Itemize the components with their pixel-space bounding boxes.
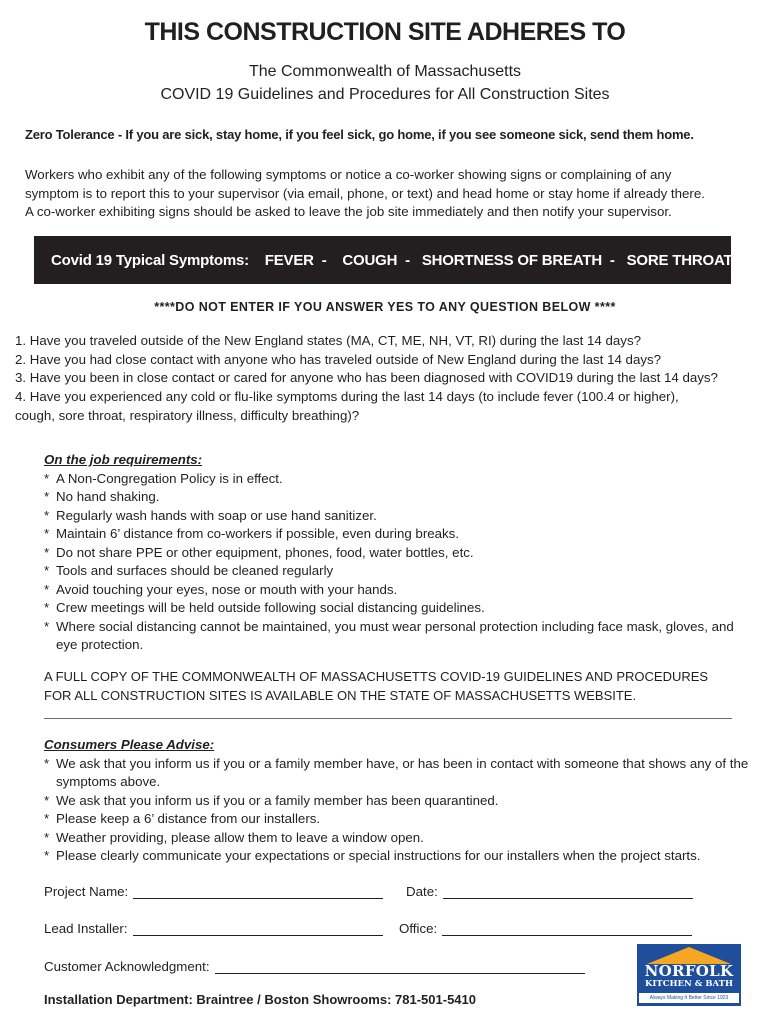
- project-name-label: Project Name:: [44, 884, 129, 899]
- logo-subname: KITCHEN & BATH: [645, 979, 733, 989]
- consumers-section: [44, 736, 764, 866]
- project-name-line[interactable]: [133, 885, 383, 899]
- consumer-advice-text: Please clearly communicate your expectations or special instructions for our installers when the project starts.: [56, 848, 701, 863]
- job-requirements-heading: On the job requirements:: [44, 452, 203, 467]
- bullet-star: *: [44, 544, 50, 560]
- office-label: Office:: [399, 921, 438, 936]
- lead-installer-label: Lead Installer:: [44, 921, 128, 936]
- page-title: THIS CONSTRUCTION SITE ADHERES TO: [144, 18, 626, 46]
- question-item: 2. Have you had close contact with anyone who has traveled outside of New England during the last 14 days?: [15, 351, 662, 367]
- list-item: [44, 618, 744, 655]
- list-item: [44, 810, 764, 829]
- symptoms-banner: [34, 236, 731, 284]
- bullet-star: *: [44, 829, 50, 845]
- requirement-text: Crew meetings will be held outside following social distancing guidelines.: [56, 600, 485, 615]
- consumer-advice-text: We ask that you inform us if you or a family member have, or has been in contact with someone that shows any of the symptoms above.: [56, 755, 749, 789]
- intro-line: symptom is to report this to your supervisor (via email, phone, or text) and head home or stay home if already there.: [25, 185, 705, 201]
- requirement-text: Regularly wash hands with soap or use hand sanitizer.: [56, 507, 377, 523]
- list-item: [44, 829, 764, 848]
- bullet-star: *: [44, 792, 50, 808]
- divider: [44, 718, 732, 719]
- list-item: [44, 792, 764, 811]
- list-item: [44, 581, 744, 600]
- footer-contact: Installation Department: Braintree / Boston Showrooms: 781-501-5410: [44, 992, 476, 1007]
- logo-name: NORFOLK: [644, 962, 734, 980]
- requirement-text: A Non-Congregation Policy is in effect.: [56, 470, 283, 486]
- office-line[interactable]: [442, 922, 692, 936]
- question-item: 4. Have you experienced any cold or flu-like symptoms during the last 14 days (to include fever (100.4 or higher),: [15, 389, 679, 405]
- requirement-text: Avoid touching your eyes, nose or mouth with your hands.: [56, 581, 398, 597]
- list-item: [44, 470, 744, 489]
- bullet-star: *: [44, 811, 50, 826]
- requirement-text: No hand shaking.: [56, 489, 160, 504]
- lead-installer-line[interactable]: [133, 922, 383, 936]
- bullet-star: *: [44, 526, 50, 541]
- consumer-advice-text: Please keep a 6’ distance from our installers.: [56, 811, 321, 826]
- intro-line: Workers who exhibit any of the following symptoms or notice a co-worker showing signs or complaining of any: [25, 167, 672, 182]
- subtitle-commonwealth: The Commonwealth of Massachusetts: [248, 63, 522, 80]
- list-item: [44, 544, 744, 563]
- bullet-star: *: [44, 848, 50, 863]
- job-requirements-section: [44, 451, 744, 655]
- do-not-enter-warning: ****DO NOT ENTER IF YOU ANSWER YES TO ANY QUESTION BELOW ****: [154, 300, 616, 314]
- bullet-star: *: [44, 581, 50, 597]
- screening-questions: [15, 332, 765, 426]
- bullet-star: *: [44, 507, 50, 523]
- full-copy-line: FOR ALL CONSTRUCTION SITES IS AVAILABLE ON THE STATE OF MASSACHUSETTS WEBSITE.: [44, 687, 637, 703]
- lead-installer-field[interactable]: [44, 921, 383, 936]
- roof-icon: [637, 944, 741, 964]
- subtitle-guidelines: COVID 19 Guidelines and Procedures for All Construction Sites: [160, 86, 610, 103]
- bullet-star: *: [44, 600, 50, 615]
- list-item: [44, 847, 764, 866]
- zero-tolerance-statement: Zero Tolerance - If you are sick, stay home, if you feel sick, go home, if you see someone sick, send them home.: [25, 127, 694, 142]
- question-item: 1. Have you traveled outside of the New England states (MA, CT, ME, NH, VT, RI) during the last 14 days?: [15, 333, 641, 348]
- list-item: [44, 525, 744, 544]
- project-name-field[interactable]: [44, 884, 383, 899]
- list-item: [44, 562, 744, 581]
- date-field[interactable]: [406, 884, 693, 899]
- bullet-star: *: [44, 489, 50, 504]
- bullet-star: *: [44, 470, 50, 486]
- list-item: [44, 599, 744, 618]
- symptoms-banner-text: Covid 19 Typical Symptoms: FEVER - COUGH - SHORTNESS OF BREATH - SORE THROAT: [51, 251, 733, 269]
- office-field[interactable]: [399, 921, 692, 936]
- consumers-heading: Consumers Please Advise:: [44, 737, 215, 752]
- list-item: [44, 488, 744, 507]
- full-copy-line: A FULL COPY OF THE COMMONWEALTH OF MASSACHUSETTS COVID-19 GUIDELINES AND PROCEDURES: [44, 669, 709, 684]
- bullet-star: *: [44, 618, 50, 634]
- customer-acknowledgment-label: Customer Acknowledgment:: [44, 959, 210, 974]
- requirement-text: Where social distancing cannot be maintained, you must wear personal protection including face mask, gloves, and eye protection.: [56, 618, 734, 652]
- logo-tagline: Always Making It Better Since 1923: [639, 993, 739, 1003]
- question-item-continued: cough, sore throat, respiratory illness, difficulty breathing)?: [15, 407, 360, 423]
- customer-acknowledgment-field[interactable]: [44, 959, 585, 974]
- intro-line: A co-worker exhibiting signs should be asked to leave the job site immediately and then notify your supervisor.: [25, 204, 672, 219]
- bullet-star: *: [44, 755, 50, 771]
- customer-acknowledgment-line[interactable]: [215, 960, 585, 974]
- question-item: 3. Have you been in close contact or cared for anyone who has been diagnosed with COVID19 during the last 14 days?: [15, 370, 718, 386]
- requirement-text: Do not share PPE or other equipment, phones, food, water bottles, etc.: [56, 544, 474, 560]
- bullet-star: *: [44, 563, 50, 578]
- requirement-text: Tools and surfaces should be cleaned regularly: [56, 563, 334, 578]
- date-label: Date:: [406, 884, 438, 899]
- intro-paragraph: [25, 166, 755, 222]
- full-copy-notice: [44, 668, 744, 705]
- requirement-text: Maintain 6’ distance from co-workers if possible, even during breaks.: [56, 526, 460, 541]
- date-line[interactable]: [443, 885, 693, 899]
- list-item: [44, 755, 764, 792]
- consumer-advice-text: Weather providing, please allow them to leave a window open.: [56, 829, 424, 845]
- norfolk-kitchen-bath-logo: [637, 944, 741, 1006]
- consumer-advice-text: We ask that you inform us if you or a family member has been quarantined.: [56, 792, 499, 808]
- list-item: [44, 507, 744, 526]
